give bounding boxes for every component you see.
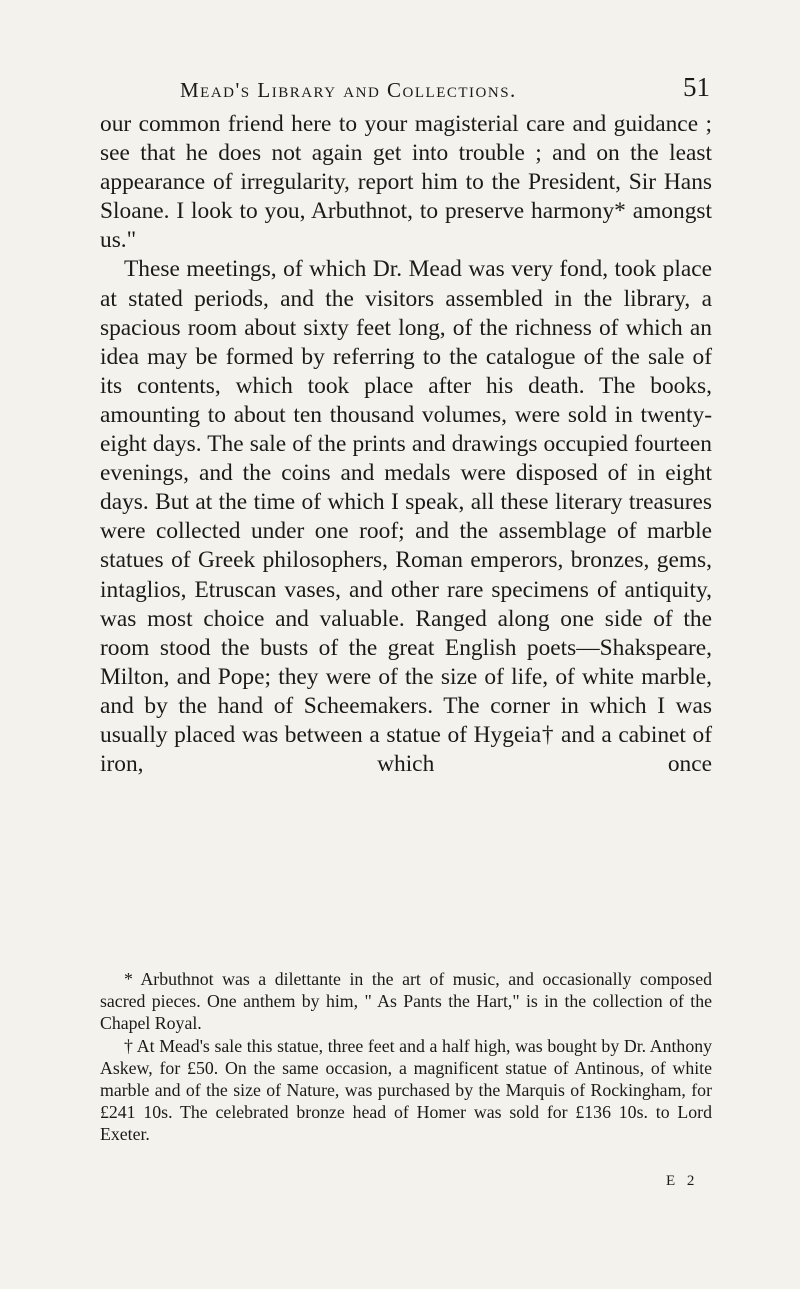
footnotes	[100, 968, 712, 1146]
paragraph-2: These meetings, of which Dr. Mead was very fond, took place at stated periods, and the visitors assembled in the library, a spacious room about sixty feet long, of the richness of which an idea may be formed by referring to the catalogue of the sale of its contents, which took place after his death. The books, amounting to about ten thousand volumes, were sold in twenty-eight days. The sale of the prints and drawings occupied fourteen evenings, and the coins and medals were disposed of in eight days. But at the time of which I speak, all these literary treasures were collected under one roof; and the assemblage of marble statues of Greek philosophers, Roman emperors, bronzes, gems, intaglios, Etruscan vases, and other rare specimens of antiquity, was most choice and valuable. Ranged along one side of the room stood the busts of the great English poets—Shakspeare, Milton, and Pope; they were of the size of life, of white marble, and by the hand of Scheemakers. The corner in which I was usually placed was between a statue of Hygeia† and a cabinet of iron, which once	[100, 256, 712, 778]
running-head	[100, 68, 710, 102]
signature-mark: E 2	[666, 1173, 699, 1189]
footnote-2: † At Mead's sale this statue, three feet and a half high, was bought by Dr. Anthony Askew, for £50. On the same occasion, a magnificent statue of Antinous, of white marble and of the size of Nature, was purchased by the Marquis of Rockingham, for £241 10s. The celebrated bronze head of Homer was sold for £136 10s. to Lord Exeter.	[100, 1035, 712, 1145]
footnote-1: * Arbuthnot was a dilettante in the art of music, and occasionally composed sacred pieces. One anthem by him, " As Pants the Hart," is in the collection of the Chapel Royal.	[100, 969, 712, 1034]
paragraph-1: our common friend here to your magisterial care and guidance ; see that he does not again get into trouble ; and on the least appearance of irregularity, report him to the President, Sir Hans Sloane. I look to you, Arbuthnot, to preserve harmony* amongst us."	[100, 111, 712, 254]
running-title: Mead's Library and Collections.	[180, 78, 517, 102]
body-text	[100, 110, 712, 779]
page-number: 51	[683, 72, 710, 102]
